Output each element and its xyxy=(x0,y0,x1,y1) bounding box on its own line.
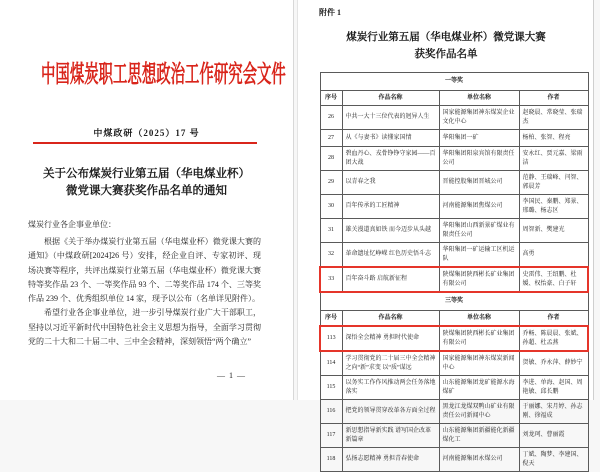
table-row-highlighted xyxy=(320,326,588,351)
cell-no: 32 xyxy=(320,243,342,268)
cell-no: 114 xyxy=(320,351,342,376)
table-row xyxy=(320,376,588,400)
cell-unit: 华阳集团一矿运输工区机运队 xyxy=(439,243,519,268)
cell-work: 以务实工作作风推动两会任务落地落实 xyxy=(342,376,439,400)
cell-no: 27 xyxy=(320,130,342,147)
cell-work: 把党的领导贯穿改革各方面全过程 xyxy=(342,400,439,424)
cell-work: 新思想指导新实践 谱写国企改革新篇章 xyxy=(342,424,439,448)
cell-authors: 贺敏、乔永萍、薛妙宁 xyxy=(519,351,588,376)
cell-authors: 史雷伟、王绍鹏、杜媛、权怡豪、白子轩 xyxy=(519,267,588,292)
table-row xyxy=(320,195,588,219)
doc-number: 中煤政研（2025）17 号 xyxy=(93,128,200,138)
table-row xyxy=(320,147,588,171)
column-header-row xyxy=(320,311,588,327)
cell-unit: 国家能源集团神东煤炭新闻中心 xyxy=(439,351,519,376)
cell-work: 学习贯彻党的二十届三中全会精神之向“新”求变 以“质”谋远 xyxy=(342,351,439,376)
cell-no: 117 xyxy=(320,424,342,448)
column-header: 作品名称 xyxy=(342,311,439,327)
body-paragraph-1: 根据《关于举办煤炭行业第五届（华电煤业杯）微党课大赛的通知》（中煤政研[2024]26 号）安排，经企业自评、专家初评、现场决赛等程序，共评出煤炭行业第五届（华电煤业杯）微党课大赛特等奖作品 23 个、一等奖作品 93 个、二等奖作品 174 个、三等奖作品 239 个、优秀组织单位 14 家，现予以公布（名单详见附件）。 xyxy=(28,237,261,304)
page-number: — 1 — xyxy=(217,371,246,380)
red-divider-rule xyxy=(33,142,257,144)
cell-authors: 高勇 xyxy=(519,243,588,268)
table-row xyxy=(320,424,588,448)
cell-authors: 刘龙珂、曹丽霞 xyxy=(519,424,588,448)
cell-no: 118 xyxy=(320,448,342,472)
cell-unit: 华阳集团一矿 xyxy=(439,130,519,147)
cell-authors: 杨柏、张智、程亮 xyxy=(519,130,588,147)
cell-unit: 国家能源集团神东煤炭企业文化中心 xyxy=(439,106,519,130)
cell-unit: 华阳集团阳泉宾馆有限责任公司 xyxy=(439,147,519,171)
cell-work: 从《与妻书》读懂家国情 xyxy=(342,130,439,147)
table-row xyxy=(320,106,588,130)
cell-work: 百年奋斗路 启航新征程 xyxy=(342,267,439,292)
column-header: 作者 xyxy=(519,91,588,106)
cell-no: 115 xyxy=(320,376,342,400)
cell-authors: 赵晓晨、常晓莹、张瑞杰 xyxy=(519,106,588,130)
cell-unit: 华阳集团山西新景矿煤业有限责任公司 xyxy=(439,219,519,243)
column-header: 作品名称 xyxy=(342,91,439,106)
table-row-highlighted xyxy=(320,267,588,292)
cell-unit: 陕煤集团陕西彬长矿业集团有限公司 xyxy=(439,326,519,351)
cell-work: 以青春之我 xyxy=(342,171,439,195)
table-row xyxy=(320,171,588,195)
cell-unit: 河南能源集团焦煤公司 xyxy=(439,195,519,219)
cell-work: 革命遗址忆峥嵘 红色历史悟斗志 xyxy=(342,243,439,268)
section-header-row xyxy=(320,292,588,311)
cell-unit: 山东能源集团龙矿能源水海煤矿 xyxy=(439,376,519,400)
notice-title-line1: 关于公布煤炭行业第五届（华电煤业杯） xyxy=(43,168,250,180)
right-page xyxy=(297,0,594,467)
cell-work: 雄关漫道真如铁 而今迈步从头越 xyxy=(342,219,439,243)
section-title: 一等奖 xyxy=(320,73,588,91)
column-header: 序号 xyxy=(320,311,342,327)
attachment-label: 附件 1 xyxy=(319,8,341,17)
notice-title-line2: 微党课大赛获奖作品名单的通知 xyxy=(66,185,227,197)
cell-unit: 黑龙江龙煤双鸭山矿业有限责任公司新闻中心 xyxy=(439,400,519,424)
cell-work: 弘扬志愿精神 勇担青春使命 xyxy=(342,448,439,472)
cell-no: 30 xyxy=(320,195,342,219)
column-header-row xyxy=(320,91,588,106)
table-row xyxy=(320,400,588,424)
cell-authors: 于丽娜、宋月婷、孙志刚、徐福成 xyxy=(519,400,588,424)
body-text xyxy=(28,235,261,349)
cell-authors: 李进、单海、赵国、周艳敏、邱长鹏 xyxy=(519,376,588,400)
cell-work: 百年传承的工匠精神 xyxy=(342,195,439,219)
cell-no: 29 xyxy=(320,171,342,195)
cell-authors: 乔畅、陈晨晨、张斌、孙超、杜孟燕 xyxy=(519,326,588,351)
cell-work: 碧血丹心、戎骨铮铮守家园——百团大战 xyxy=(342,147,439,171)
cell-no: 31 xyxy=(320,219,342,243)
cell-authors: 丁斌、陶梦、李建国、倪天 xyxy=(519,448,588,472)
column-header: 序号 xyxy=(320,91,342,106)
org-title: 中国煤炭职工思想政治工作研究会文件 xyxy=(41,61,286,89)
body-paragraph-2: 希望行业各企事业单位，进一步引导煤炭行业广大干部职工，坚持以习近平新时代中国特色社会主义思想为指导，全面学习贯彻党的二十大和二十届二中、三中全会精神，深刻领悟“两个确立” xyxy=(28,308,261,347)
awards-table xyxy=(319,72,589,472)
table-row xyxy=(320,219,588,243)
table-title xyxy=(312,29,580,63)
table-title-line1: 煤炭行业第五届（华电煤业杯）微党课大赛 xyxy=(346,32,546,43)
table-title-line2: 获奖作品名单 xyxy=(414,49,478,60)
table-row xyxy=(320,448,588,472)
column-header: 单位名称 xyxy=(439,311,519,327)
cell-no: 33 xyxy=(320,267,342,292)
cell-no: 28 xyxy=(320,147,342,171)
column-header: 单位名称 xyxy=(439,91,519,106)
cell-work: 深悟全会精神 勇担时代使命 xyxy=(342,326,439,351)
cell-unit: 河南能源集团永煤公司 xyxy=(439,448,519,472)
cell-unit: 陕煤集团陕西彬长矿业集团有限公司 xyxy=(439,267,519,292)
cell-no: 26 xyxy=(320,106,342,130)
column-header: 作者 xyxy=(519,311,588,327)
table-row xyxy=(320,130,588,147)
cell-unit: 晋能控股集团晋城公司 xyxy=(439,171,519,195)
notice-title xyxy=(0,166,293,200)
cell-work: 中共一大十三位代表的迥异人生 xyxy=(342,106,439,130)
table-row xyxy=(320,351,588,376)
section-title: 三等奖 xyxy=(320,292,588,311)
salutation: 煤炭行业各企事业单位： xyxy=(28,220,116,229)
left-page xyxy=(0,0,294,400)
cell-no: 116 xyxy=(320,400,342,424)
section-header-row xyxy=(320,73,588,91)
cell-authors: 安永红、贾元嘉、梁雨洁 xyxy=(519,147,588,171)
cell-authors: 李国民、秦鹏、郑景、邢璐、杨志区 xyxy=(519,195,588,219)
table-row xyxy=(320,243,588,268)
cell-authors: 周智新、樊建光 xyxy=(519,219,588,243)
cell-no: 113 xyxy=(320,326,342,351)
cell-authors: 范静、王瑞峰、闫智、郭晨芳 xyxy=(519,171,588,195)
cell-unit: 山东能源集团新疆能化新疆煤化工 xyxy=(439,424,519,448)
